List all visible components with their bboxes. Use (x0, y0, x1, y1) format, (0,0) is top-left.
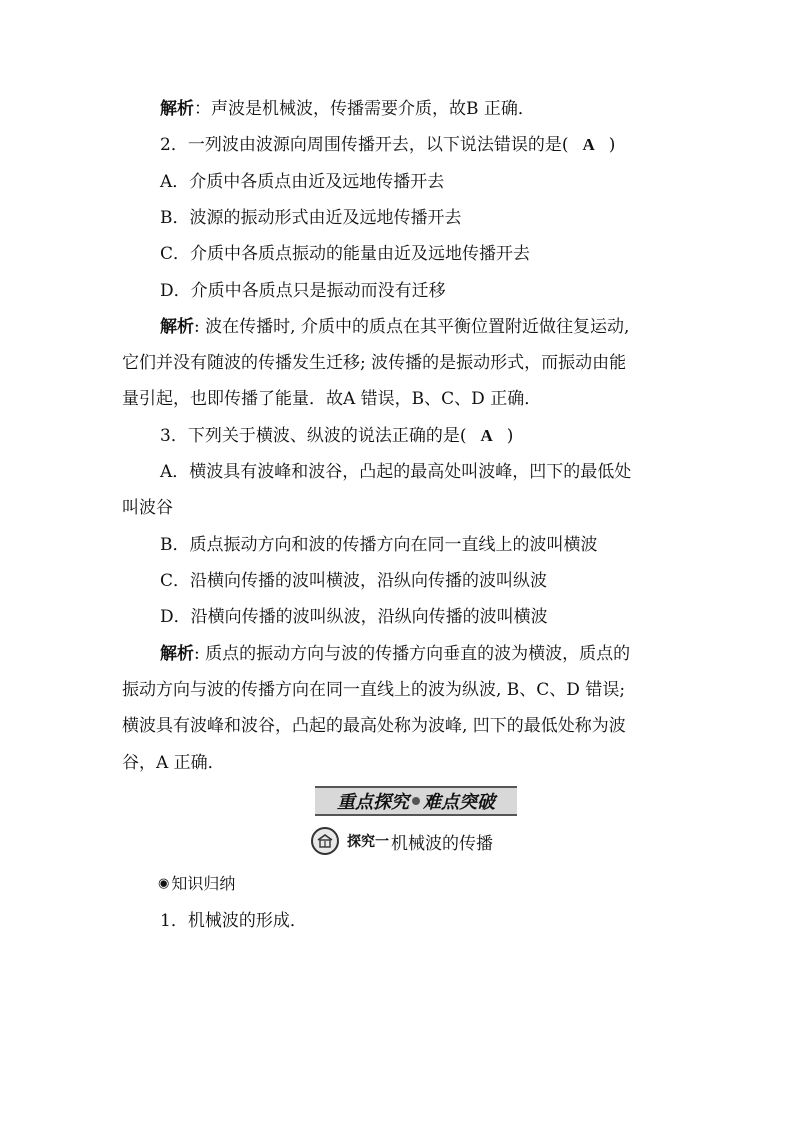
explore-label: 探究一 (347, 834, 389, 850)
analysis-line-4: 量引起，也即传播了能量．故A 错误，B、C、D 正确． (122, 389, 542, 409)
question-2: 2．一列波由波源向周围传播开去，以下说法错误的是( A ) (160, 135, 616, 155)
analysis-line-2: 解析: 波在传播时, 介质中的质点在其平衡位置附近做往复运动, (160, 317, 630, 337)
banner-right: 难点突破 (423, 792, 495, 813)
item-1: 1．机械波的形成． (160, 911, 307, 931)
analysis-label: 解析 (160, 317, 194, 337)
explore-icon (311, 827, 339, 855)
answer-badge: A (582, 135, 595, 154)
knowledge-label: 知识归纳 (171, 874, 236, 893)
analysis-label: 解析 (160, 99, 194, 119)
knowledge-heading (158, 873, 235, 895)
analysis-line-7: 横波具有波峰和波谷，凸起的最高处称为波峰, 凹下的最低处称为波 (122, 716, 626, 736)
option-c: C．介质中各质点振动的能量由近及远地传播开去 (160, 244, 531, 264)
option-b: B．波源的振动形式由近及远地传播开去 (160, 208, 462, 228)
explore-title: 机械波的传播 (391, 833, 493, 854)
option-a: A．介质中各质点由近及远地传播开去 (160, 172, 445, 192)
analysis-line-1: 解析：声波是机械波，传播需要介质，故B 正确． (160, 99, 535, 119)
question-3: 3．下列关于横波、纵波的说法正确的是( A ) (160, 426, 514, 446)
section-banner (315, 786, 517, 816)
analysis-label: 解析 (160, 644, 194, 664)
option-c: C．沿横向传播的波叫横波，沿纵向传播的波叫纵波 (160, 571, 548, 591)
option-a-cont: 叫波谷 (122, 498, 173, 518)
bullseye-icon: ◉ (158, 876, 170, 891)
analysis-line-8: 谷，A 正确． (122, 753, 225, 773)
option-d: D．介质中各质点只是振动而没有迁移 (160, 281, 446, 301)
answer-badge: A (480, 426, 493, 445)
option-b: B．质点振动方向和波的传播方向在同一直线上的波叫横波 (160, 535, 598, 555)
banner-left: 重点探究 (337, 792, 409, 813)
analysis-line-5: 解析: 质点的振动方向与波的传播方向垂直的波为横波，质点的 (160, 644, 631, 664)
explore-heading (311, 826, 493, 856)
option-a: A．横波具有波峰和波谷，凸起的最高处叫波峰，凹下的最低处 (160, 462, 632, 482)
analysis-line-3: 它们并没有随波的传播发生迁移; 波传播的是振动形式，而振动由能 (122, 353, 627, 373)
dot-separator-icon (412, 797, 420, 805)
option-d: D．沿横向传播的波叫纵波，沿纵向传播的波叫横波 (160, 607, 548, 627)
analysis-line-6: 振动方向与波的传播方向在同一直线上的波为纵波, B、C、D 错误; (122, 680, 626, 700)
